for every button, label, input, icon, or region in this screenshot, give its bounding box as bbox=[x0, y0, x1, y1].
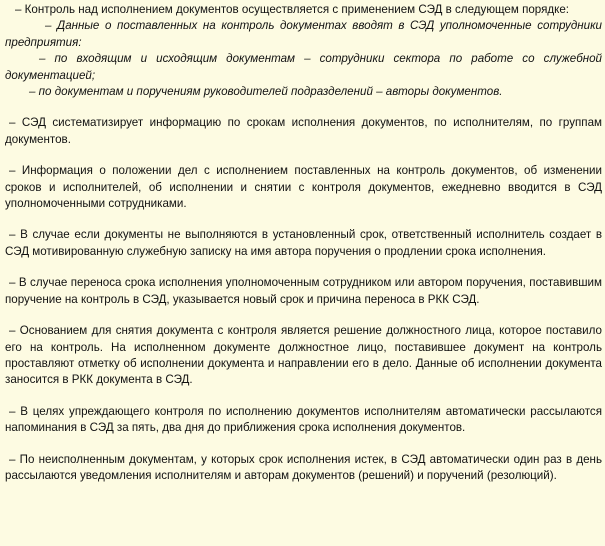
paragraph-reminders: – В целях упреждающего контроля по исполнению документов исполнителям автоматически рассылаются напоминания в СЭД за пять, два дня до приближения срока исполнения документов. bbox=[5, 404, 602, 435]
paragraph-gap bbox=[5, 308, 602, 323]
paragraph-status-info: – Информация о положении дел с исполнением поставленных на контроль документов, об изменении сроков и исполнителей, об исполнении и снятии с контроля документов, ежедневно вводится в СЭД уполномоченными сотрудниками. bbox=[5, 164, 602, 211]
paragraph-deadline-transfer: – В случае переноса срока исполнения уполномоченным сотрудником или автором поручения, поставившим поручение на контроль в СЭД, указывается новый срок и причина переноса в РКК СЭД. bbox=[5, 276, 602, 306]
paragraph-gap bbox=[5, 100, 602, 115]
paragraph-overdue-notifications: – По неисполненным документам, у которых срок исполнения истек, в СЭД автоматически один раз в день рассылаются уведомления исполнителям и авторам документов (решений) и поручений (резолюций). bbox=[5, 452, 602, 482]
paragraph-deadline-extension: – В случае если документы не выполняются в установленный срок, ответственный исполнитель создает в СЭД мотивированную служебную записку на имя автора поручения о продлении срока исполнения. bbox=[5, 228, 602, 258]
paragraph-gap bbox=[5, 389, 602, 404]
intro-item-managers-orders: – по документам и поручениям руководителей подразделений – авторы документов. bbox=[29, 85, 503, 99]
paragraph-gap bbox=[5, 260, 602, 275]
intro-paragraph: – Контроль над исполнением документов осуществляется с применением СЭД в следующем порядке: bbox=[15, 3, 570, 16]
paragraph-gap bbox=[5, 148, 602, 163]
paragraph-removal-from-control: – Основанием для снятия документа с контроля является решение должностного лица, которое поставило его на контроль. На исполненном документе должностное лицо, поставившее документ на контроль проставляют отметку об исполнении документа и направлении его в дело. Данные об исполнении документа заносится в РКК документа в СЭД. bbox=[5, 324, 602, 387]
paragraph-gap bbox=[5, 212, 602, 227]
paragraph-systematization: – СЭД систематизирует информацию по срокам исполнения документов, по исполнителям, по группам документов. bbox=[5, 116, 602, 146]
paragraph-gap bbox=[5, 437, 602, 452]
intro-item-incoming-outgoing: – по входящим и исходящим документам – сотрудники сектора по работе со служебной документацией; bbox=[5, 52, 602, 82]
intro-item-data-entry: – Данные о поставленных на контроль документах вводят в СЭД уполномоченные сотрудники предприятия: bbox=[5, 19, 602, 49]
